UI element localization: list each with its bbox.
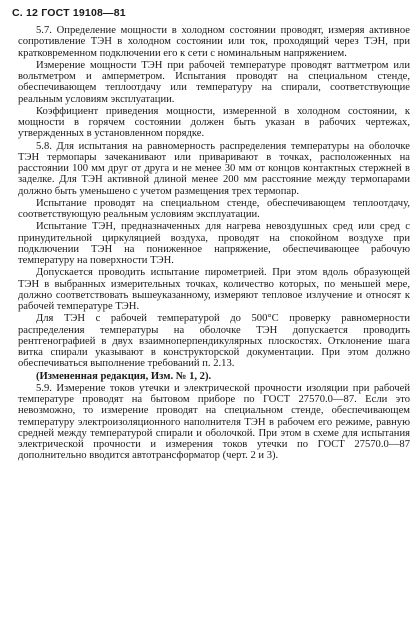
paragraph: Испытание проводят на специальном стенде, обеспечивающем теплоотдачу, соответствующую реальным условиям эксплуатации. [18,197,410,220]
paragraph: 5.8. Для испытания на равномерность распределения температуры на оболочке ТЭН термопары зачеканивают или приваривают в точках, расположенных на расстоянии 100 мм друг от друга и не менее 30 мм от концов контактных стержней в заделке. Для ТЭН активной длиной менее 200 мм расстояние между термопарами должно быть уменьшено с учетом размещения трех термопар. [18,140,410,197]
amendment-note: (Измененная редакция, Изм. № 1, 2). [36,370,212,382]
paragraph: Для ТЭН с рабочей температурой до 500°С проверку равномерности распределения температуры на оболочке ТЭН допускается проводить рентгенографией в двух взаимноперпендикулярных плоскостях. Отклонение шага витка спирали указывают в конструкторской документации. При этом должно обеспечиваться выполнение требований п. 2.13. [18,313,410,370]
paragraph: Допускается проводить испытание пирометрией. При этом вдоль образующей ТЭН в выбранных измерительных точках, количество которых, по меньшей мере, должно соответствовать вышеуказанному, измеряют тепловое излучение и относят к рабочей температуре ТЭН. [18,267,410,312]
paragraph: 5.7. Определение мощности в холодном состоянии проводят, измеряя активное сопротивление ТЭН в холодном состоянии или ток, проходящий через ТЭН, при кратковременном подключении его к сети с номинальным напряжением. [18,25,410,59]
paragraph: Испытание ТЭН, предназначенных для нагрева невоздушных сред или сред с принудительной циркуляцией воздуха, проводят на спокойном воздухе при подключении ТЭН на пониженное напряжение, обеспечивающее рабочую температуру на поверхности ТЭН. [18,221,410,266]
paragraph: Измерение мощности ТЭН при рабочей температуре проводят ваттметром или вольтметром и амперметром. Испытания проводят на специальном стенде, обеспечивающем теплоотдачу или температуру на спирали, соответствующие реальным условиям эксплуатации. [18,59,410,105]
document-body [18,25,410,463]
paragraph: Коэффициент приведения мощности, измеренной в холодном состоянии, к мощности в горячем состоянии должен быть указан в рабочих чертежах, утвержденных в установленном порядке. [18,105,410,140]
paragraph: 5.9. Измерение токов утечки и электрической прочности изоляции при рабочей температуре проводят на бытовом приборе по ГОСТ 27570.0—87. Если это невозможно, то измерение проводят на специальном стенде, обеспечивающем температуру электроизоляционного наполнителя ТЭН в рабочем его режиме, равную средней между температурой спирали и оболочкой. При этом в схеме для испытания электрической прочности и измерения токов утечки по ГОСТ 27570.0—87 дополнительно вводится автотрансформатор (черт. 2 и 3). [18,382,410,462]
page-header: С. 12 ГОСТ 19108—81 [12,7,126,19]
